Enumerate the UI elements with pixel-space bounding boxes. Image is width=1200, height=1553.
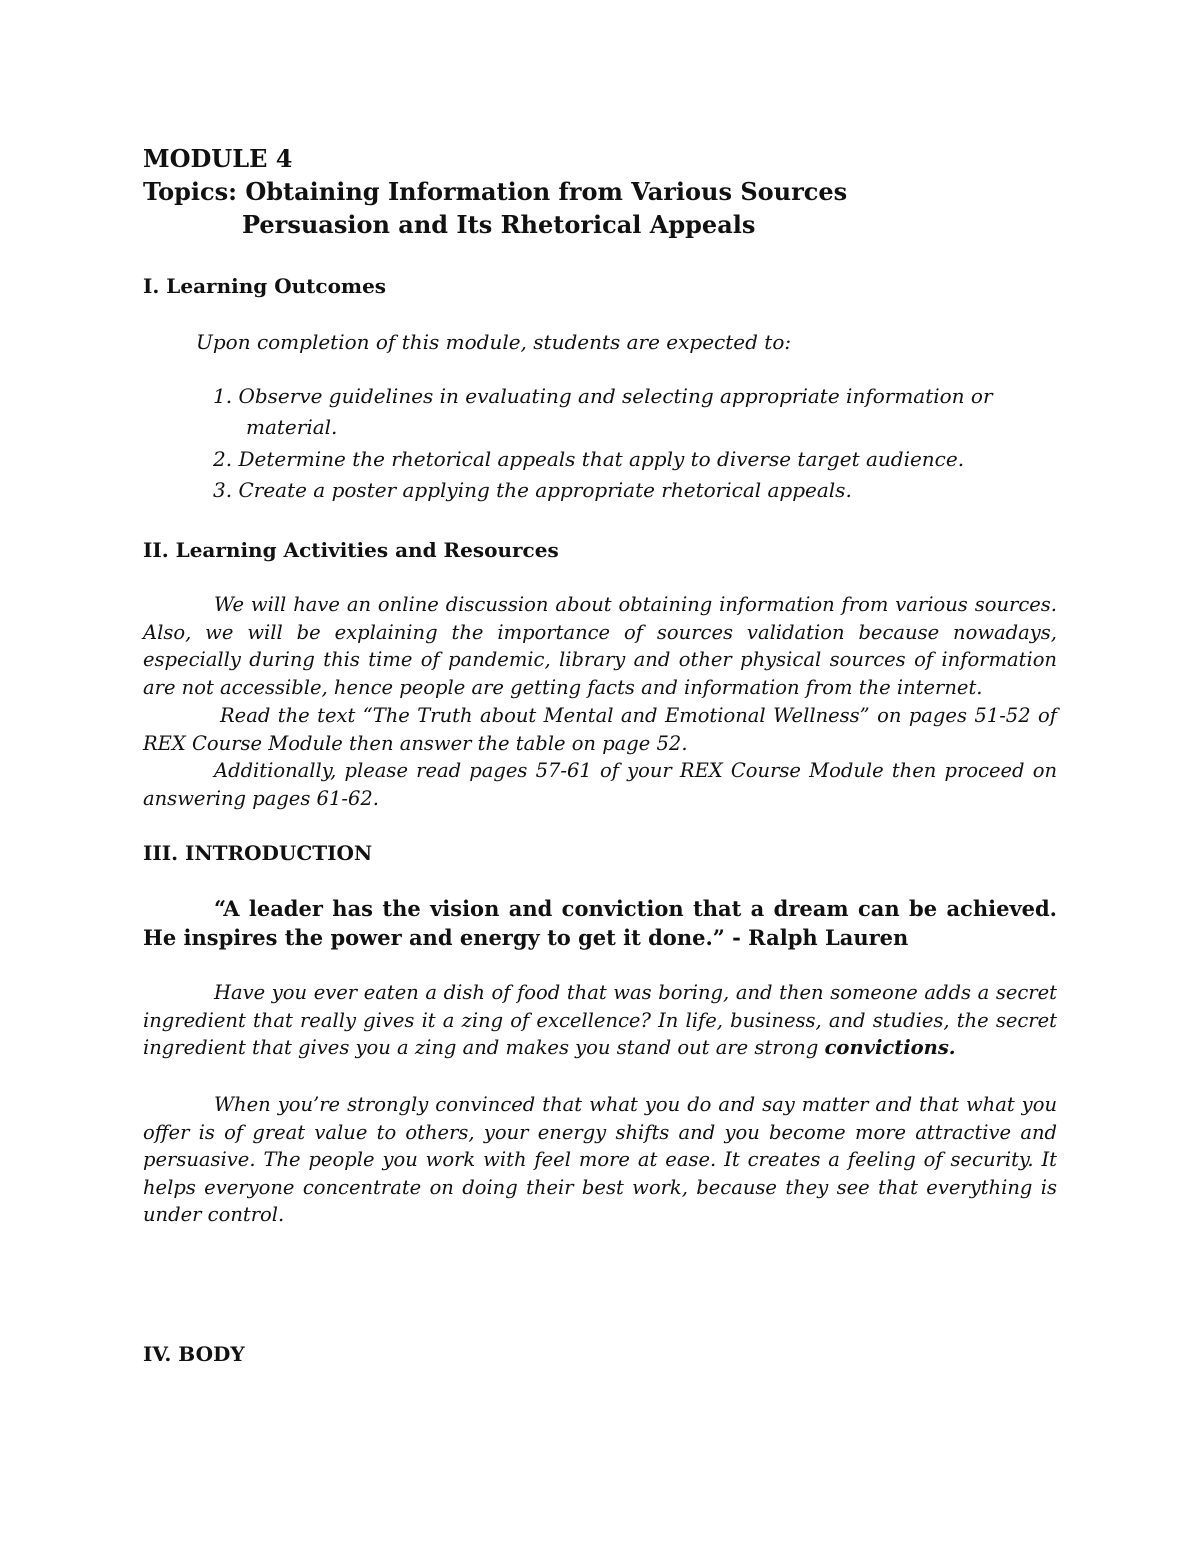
activities-paragraph-2 (143, 702, 1057, 757)
body-heading: IV. BODY (143, 1342, 245, 1366)
list-item-number: 2. (213, 447, 233, 471)
activities-paragraph-3-text: Additionally, please read pages 57-61 of your REX Course Module then proceed on answering pages 61-62. (143, 759, 1057, 810)
introduction-heading: III. INTRODUCTION (143, 841, 373, 865)
introduction-paragraph-1-text: Have you ever eaten a dish of food that was boring, and then someone adds a secret ingredient that really gives it a zing of excellence? In life, business, and studies, the secret ingredient that gives you a zing and makes you stand out are strong (143, 981, 1057, 1059)
learning-outcomes-intro: Upon completion of this module, students are expected to: (196, 330, 792, 354)
list-item-1-continuation: material. (246, 415, 338, 439)
activities-heading: II. Learning Activities and Resources (143, 538, 559, 562)
topics-line-1: Topics: Obtaining Information from Various Sources (143, 177, 848, 206)
introduction-paragraph-1 (143, 979, 1057, 1062)
leader-quote (143, 894, 1057, 952)
introduction-paragraph-2-text: When you’re strongly convinced that what you do and say matter and that what you offer is of great value to others, your energy shifts and you become more attractive and persuasive. The people you work with feel more at ease. It creates a feeling of security. It helps everyone concentrate on doing their best work, because they see that everything is under control. (143, 1093, 1057, 1226)
leader-quote-text: “A leader has the vision and conviction that a dream can be achieved. He inspires the power and energy to get it done.” - Ralph Lauren (143, 896, 1057, 950)
list-item-text: Determine the rhetorical appeals that apply to diverse target audience. (238, 447, 965, 471)
list-item-3 (213, 475, 852, 506)
list-item-number: 3. (213, 478, 233, 502)
activities-paragraph-3 (143, 757, 1057, 812)
activities-paragraph-2-text: Read the text “The Truth about Mental and Emotional Wellness” on pages 51-52 of REX Course Module then answer the table on page 52. (143, 704, 1057, 755)
activities-paragraph-1-text: We will have an online discussion about obtaining information from various sources. Also, we will be explaining the importance of sources validation because nowadays, especially during this time of pandemic, library and other physical sources of information are not accessible, hence people are getting facts and information from the internet. (143, 593, 1057, 699)
learning-outcomes-heading: I. Learning Outcomes (143, 274, 387, 298)
topics-line-2: Persuasion and Its Rhetorical Appeals (242, 210, 756, 239)
list-item-number: 1. (213, 384, 233, 408)
convictions-emphasis: convictions. (824, 1036, 956, 1059)
list-item-text: Create a poster applying the appropriate rhetorical appeals. (238, 478, 852, 502)
module-title: MODULE 4 (143, 144, 293, 173)
activities-paragraph-1 (143, 591, 1057, 701)
list-item-1 (213, 381, 993, 412)
introduction-paragraph-2 (143, 1091, 1057, 1229)
list-item-2 (213, 444, 964, 475)
list-item-text: Observe guidelines in evaluating and selecting appropriate information or (238, 384, 993, 408)
